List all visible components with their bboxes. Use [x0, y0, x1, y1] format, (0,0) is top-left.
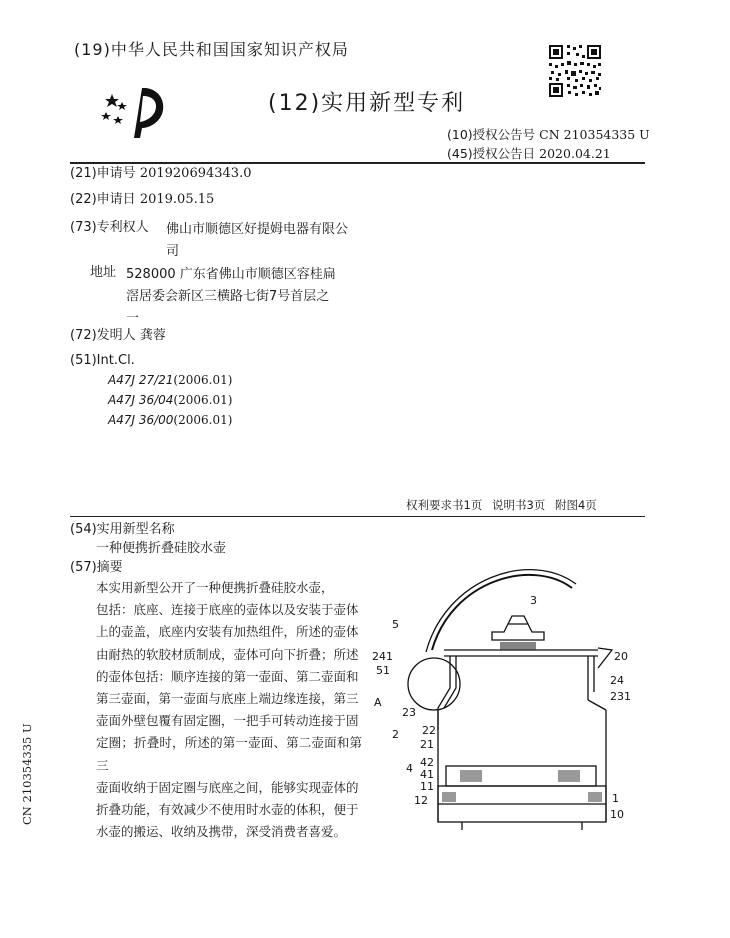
header-divider	[70, 162, 645, 164]
abstract-figure	[362, 560, 630, 850]
inventor-name: 龚蓉	[139, 328, 166, 343]
ipc-version: (2006.01)	[173, 413, 233, 427]
figure-label: 21	[420, 738, 434, 751]
address-label: 地址	[90, 265, 117, 280]
abstract-line: 壶面外壁包覆有固定圈，一把手可转动连接于固	[96, 713, 359, 729]
figure-label: 12	[414, 794, 428, 807]
pub-date-label: (45)授权公告日	[447, 146, 536, 161]
ipc-code: A47J 27/21	[108, 373, 174, 387]
abstract-line: 上的壶盖，底座内安装有加热组件，所述的壶体	[96, 624, 359, 640]
agency-name: (19)中华人民共和国国家知识产权局	[74, 40, 349, 59]
abstract-label: (57)摘要	[70, 560, 123, 575]
ipc-version: (2006.01)	[173, 373, 233, 387]
pub-no: CN 210354335 U	[539, 127, 650, 142]
patentee-line: 佛山市顺德区好提姆电器有限公	[166, 222, 349, 237]
app-date-label: (22)申请日	[70, 192, 136, 207]
abstract-body	[96, 577, 362, 843]
app-date: 2019.05.15	[139, 192, 215, 207]
abstract-line: 水壶的搬运、收纳及携带，深受消费者喜爱。	[96, 824, 347, 840]
section-divider	[70, 516, 645, 517]
figure-label: 23	[402, 706, 416, 719]
ipc-entry	[108, 413, 232, 427]
patentee-label: (73)专利权人	[70, 220, 149, 235]
qr-code	[547, 43, 603, 99]
abstract-line: 本实用新型公开了一种便携折叠硅胶水壶，	[96, 580, 334, 595]
ipc-version: (2006.01)	[173, 393, 233, 407]
figure-label: 10	[610, 808, 624, 821]
figure-label: 41	[420, 768, 434, 781]
address-line: 滘居委会新区三横路七街7号首层之	[126, 289, 330, 304]
address-value	[126, 264, 336, 330]
application-number-row	[70, 165, 251, 183]
app-no-label: (21)申请号	[70, 166, 136, 181]
abstract-line: 的壶体包括：顺序连接的第一壶面、第二壶面和	[96, 668, 359, 684]
address-line: 一	[126, 311, 140, 326]
ipc-entry	[108, 373, 232, 387]
figure-label: 1	[612, 792, 619, 805]
figure-label: 22	[422, 724, 436, 737]
pub-no-label: (10)授权公告号	[447, 127, 536, 142]
abstract-line: 折叠功能，有效减少不使用时水壶的体积，便于	[96, 802, 359, 818]
figure-label: 24	[610, 674, 624, 687]
abstract-line: 定圈；折叠时，所述的第一壶面、第二壶面和第三	[96, 735, 362, 773]
abstract-line: 壶面收纳于固定圈与底座之间，能够实现壶体的	[96, 779, 359, 795]
ipc-code: A47J 36/04	[108, 393, 174, 407]
abstract-line: 第三壶面，第一壶面与底座上端边缘连接，第三	[96, 691, 359, 707]
patentee-value	[166, 219, 348, 263]
app-no: 201920694343.0	[139, 166, 252, 181]
figure-label: A	[374, 696, 382, 709]
figure-label: 42	[420, 756, 434, 769]
document-type: (12)实用新型专利	[268, 91, 466, 116]
figure-label: 241	[372, 650, 393, 663]
inventor-row	[70, 327, 166, 345]
page-count: 权利要求书1页 说明书3页 附图4页	[406, 498, 597, 512]
ipc-entry	[108, 393, 232, 407]
inventor-label: (72)发明人	[70, 328, 136, 343]
figure-label: 20	[614, 650, 628, 663]
publication-info	[447, 125, 650, 163]
figure-label: 231	[610, 690, 630, 703]
int-cl-label: (51)Int.Cl.	[70, 353, 135, 368]
figure-label: 51	[376, 664, 390, 677]
application-date-row	[70, 191, 214, 209]
figure-label: 5	[392, 618, 399, 631]
utility-model-title-label: (54)实用新型名称	[70, 522, 175, 537]
utility-model-title: 一种便携折叠硅胶水壶	[96, 541, 227, 556]
abstract-line: 包括：底座、连接于底座的壶体以及安装于壶体	[96, 602, 359, 618]
abstract-line: 由耐热的软胶材质制成，壶体可向下折叠；所述	[96, 646, 359, 662]
address-line: 528000 广东省佛山市顺德区容桂扁	[126, 267, 336, 282]
patentee-line: 司	[166, 244, 180, 259]
ipc-code: A47J 36/00	[108, 413, 174, 427]
pub-date: 2020.04.21	[539, 146, 611, 161]
figure-label: 2	[392, 728, 399, 741]
figure-label: 3	[530, 594, 537, 607]
figure-label: 11	[420, 780, 434, 793]
sipo-logo	[98, 80, 178, 142]
figure-label: 4	[406, 762, 413, 775]
side-patent-code: CN 210354335 U	[20, 723, 34, 825]
